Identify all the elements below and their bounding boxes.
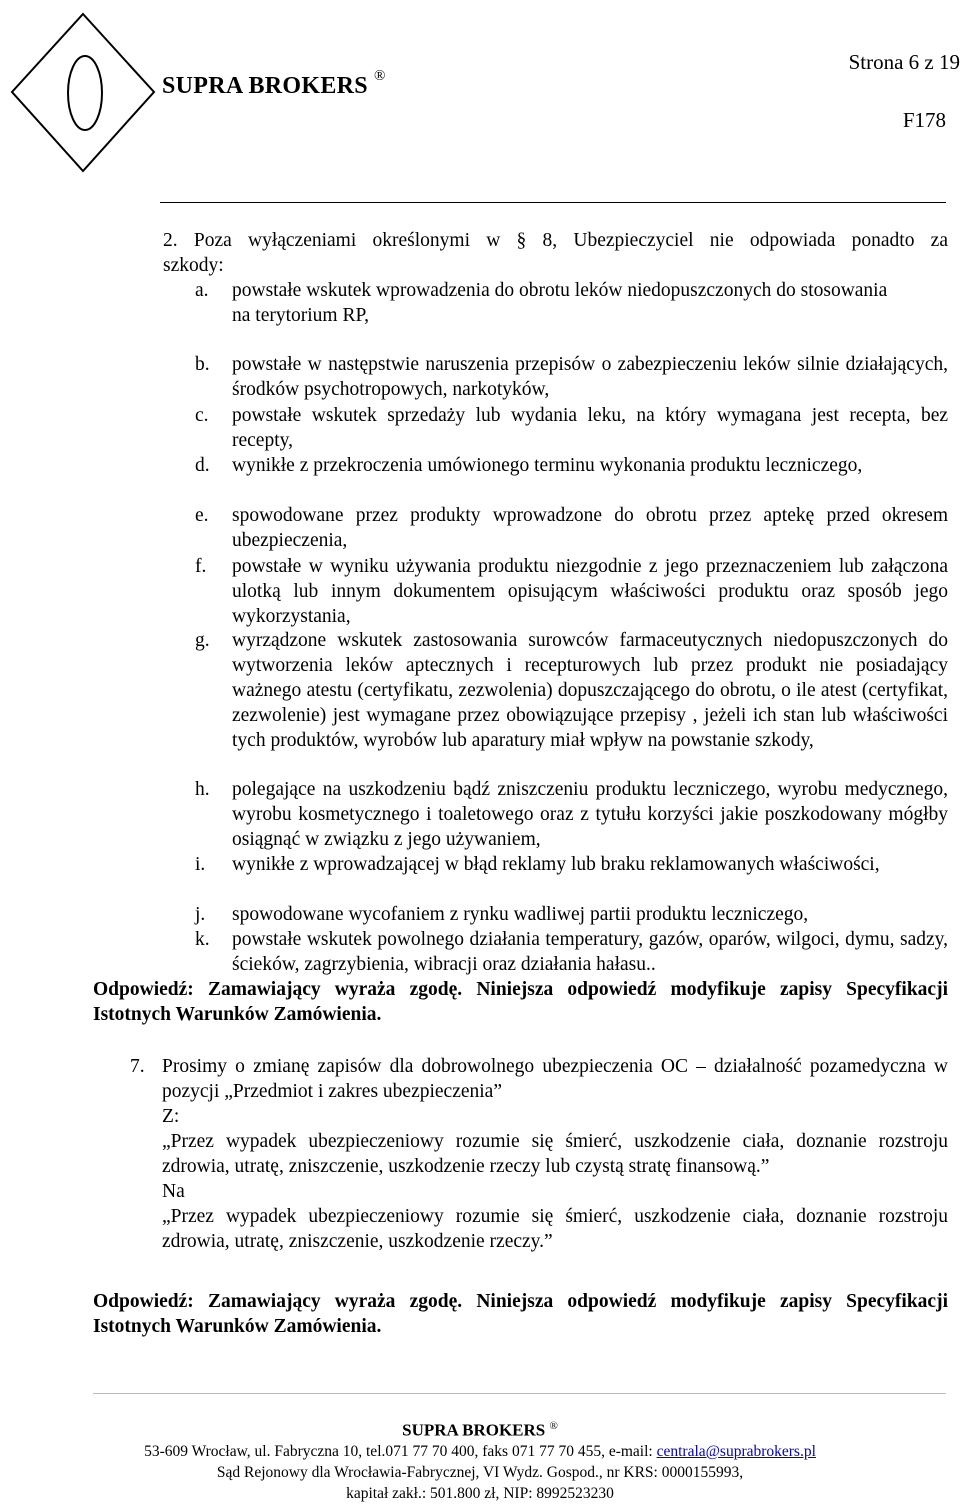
list-item: a. powstałe wskutek wprowadzenia do obrotu leków niedopuszczonych do stosowania na terytorium RP,	[195, 280, 888, 326]
footer-divider	[93, 1393, 946, 1394]
list-item: b. powstałe w następstwie naruszenia przepisów o zabezpieczeniu leków silnie działających, środków psychotropowych, narkotyków,	[195, 354, 948, 400]
form-code: F178	[902, 108, 946, 132]
page-number: Strona 6 z 19	[848, 50, 960, 74]
list-item: j. spowodowane wycofaniem z rynku wadliwej partii produktu leczniczego,	[195, 904, 809, 925]
question-7-text: Prosimy o zmianę zapisów dla dobrowolnego ubezpieczenia OC – działalność pozamedyczna w pozycji „Przedmiot i zakres ubezpieczenia”	[162, 1056, 948, 1102]
footer	[0, 1416, 960, 1504]
footer-capital: kapitał zakł.: 501.800 zł, NIP: 8992523230	[346, 1484, 614, 1502]
from-label: Z:	[162, 1106, 180, 1127]
list-item: d. wynikłe z przekroczenia umówionego terminu wykonania produktu leczniczego,	[195, 455, 863, 476]
list-item: c. powstałe wskutek sprzedaży lub wydania leku, na który wymagana jest recepta, bez recepty,	[195, 405, 948, 451]
registered-mark: ®	[373, 68, 386, 84]
list-item: f. powstałe w wyniku używania produktu niezgodnie z jego przeznaczeniem lub załączona ulotką lub innym dokumentem opisującym właściwości produktu oraz sposób jego wykorzystania,	[195, 556, 948, 627]
company-logo	[8, 10, 158, 175]
header-divider	[160, 202, 946, 203]
brand-name: SUPRA BROKERS ®	[162, 68, 386, 99]
question-7-number: 7.	[130, 1056, 145, 1077]
question-7	[162, 1054, 948, 1254]
list-item: e. spowodowane przez produkty wprowadzone do obrotu przez aptekę przed okresem ubezpieczenia,	[195, 505, 948, 551]
from-text: „Przez wypadek ubezpieczeniowy rozumie się śmierć, uszkodzenie ciała, doznanie rozstroju zdrowia, utratę, zniszczenie, uszkodzenie rzeczy lub czystą stratę finansową.”	[162, 1131, 948, 1177]
to-text: „Przez wypadek ubezpieczeniowy rozumie się śmierć, uszkodzenie ciała, doznanie rozstroju zdrowia, utratę, zniszczenie, uszkodzenie rzeczy.”	[162, 1206, 948, 1252]
answer-1: Odpowiedź: Zamawiający wyraża zgodę. Niniejsza odpowiedź modyfikuje zapisy Specyfikacji Istotnych Warunków Zamówienia.	[93, 979, 948, 1025]
list-item: k. powstałe wskutek powolnego działania temperatury, gazów, oparów, wilgoci, dymu, sadzy, ścieków, zagrzybienia, wibracji oraz działania hałasu..	[195, 929, 948, 975]
answer-2: Odpowiedź: Zamawiający wyraża zgodę. Niniejsza odpowiedź modyfikuje zapisy Specyfikacji Istotnych Warunków Zamówienia.	[93, 1291, 948, 1337]
list-item: i. wynikłe z wprowadzającej w błąd reklamy lub braku reklamowanych właściwości,	[195, 854, 880, 875]
footer-address: 53-609 Wrocław, ul. Fabryczna 10, tel.071 77 70 400, faks 071 77 70 455, e-mail: centrala@suprabrokers.pl	[144, 1442, 816, 1460]
section-2-intro: 2. Poza wyłączeniami określonymi w § 8, Ubezpieczyciel nie odpowiada ponadto za szkody:	[163, 230, 948, 276]
footer-court: Sąd Rejonowy dla Wrocławia-Fabrycznej, VI Wydz. Gospod., nr KRS: 0000155993,	[216, 1463, 744, 1481]
list-item: g. wyrządzone wskutek zastosowania surowców farmaceutycznych niedopuszczonych do wytworzenia leków aptecznych i recepturowych lub przez produkt nie posiadający ważnego atestu (certyfikatu, zezwolenia) dopuszczającego do obrotu, o ile atest (certyfikat, zezwolenie) jest wymagane przez obowiązujące przepisy , jeżeli ich stan lub właściwości tych produktów, wyrobów lub aparatury miał wpływ na powstanie szkody,	[195, 630, 948, 751]
to-label: Na	[162, 1181, 185, 1202]
list-item: h. polegające na uszkodzeniu bądź zniszczeniu produktu leczniczego, wyrobu medycznego, wyrobu kosmetycznego i toaletowego oraz z tytułu korzyści jakie poszkodowany mógłby osiągnąć w związku z jego używaniem,	[195, 779, 948, 850]
email-link[interactable]: centrala@suprabrokers.pl	[656, 1442, 816, 1460]
footer-brand: SUPRA BROKERS ®	[402, 1420, 558, 1440]
